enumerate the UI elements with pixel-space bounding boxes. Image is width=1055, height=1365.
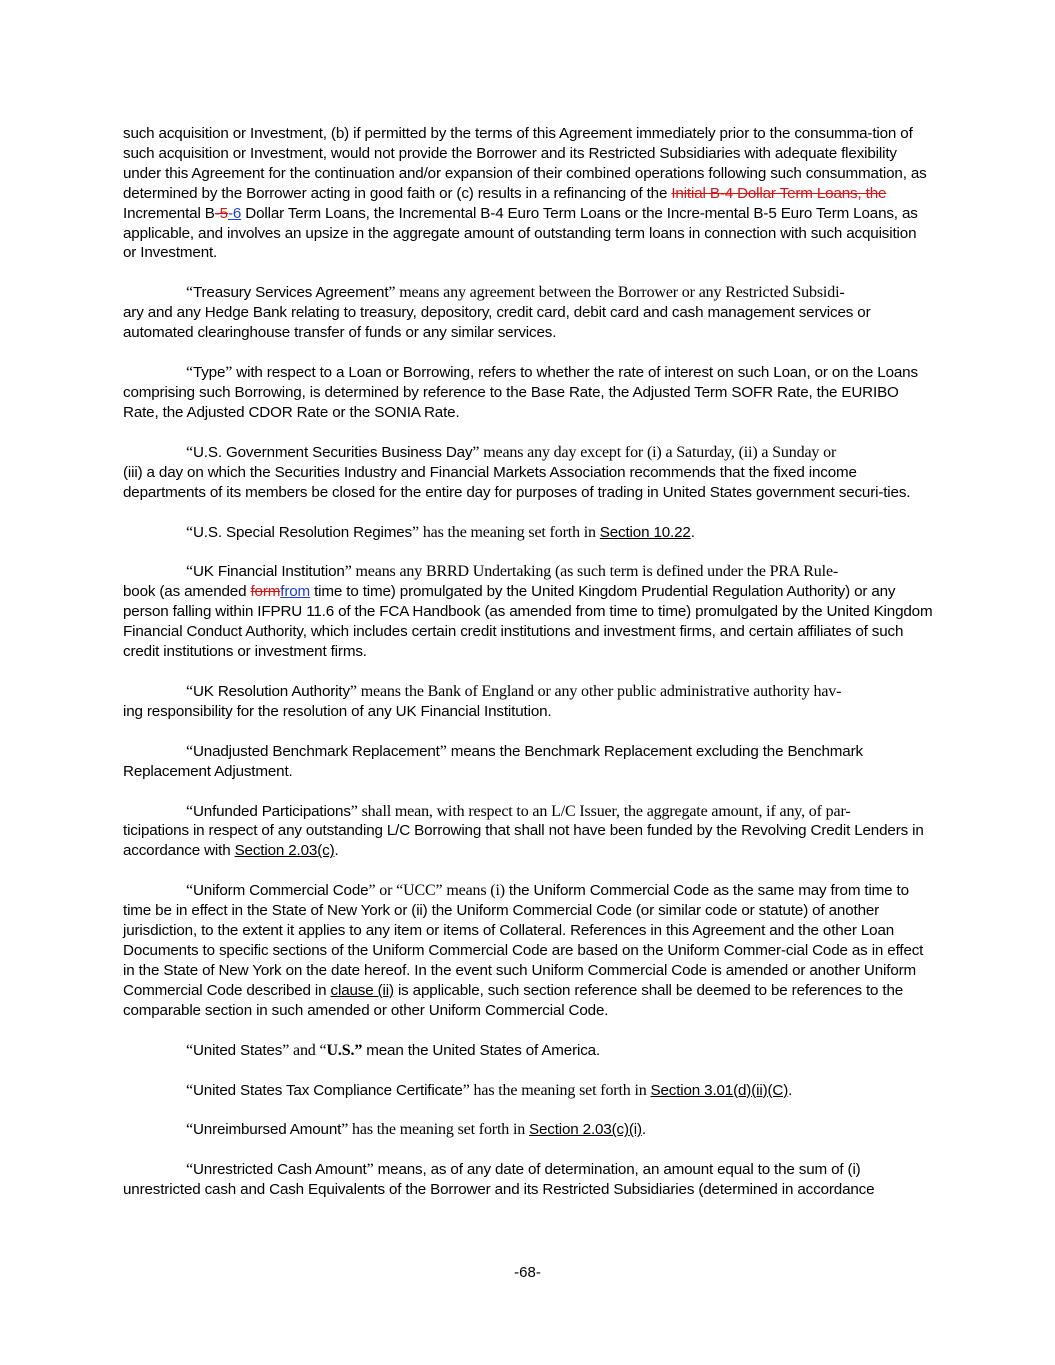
text: means any agreement between the Borrower or any Restricted Subsidi- <box>395 284 845 302</box>
defined-term: Unfunded Participations <box>192 802 351 820</box>
text: is applicable, such section reference shall be deemed to be references to the comparable section in such amended or other Uniform Commercial Code. <box>123 981 904 1019</box>
text: Dollar Term Loans, the Incremental B-4 Euro Term Loans or the Incre-mental B-5 Euro Term Loans, as applicable, and involves an upsize in the aggregate amount of outstanding term loans in connection with such acquisition or Investment. <box>123 204 918 262</box>
clause-reference: clause (ii) <box>330 981 394 999</box>
text: ticipations in respect of any outstanding L/C Borrowing that shall not have been funded by the Revolving Credit Lenders in accordance with <box>123 822 924 860</box>
definition-unfunded-participations: “Unfunded Participations” shall mean, with respect to an L/C Issuer, the aggregate amount, if any, of par- ticipations in respect of any outstanding L/C Borrowing that shall not have been funded by the Revolving Credit Lenders in accordance with Section 2.03(c). <box>123 802 924 860</box>
defined-term: UCC <box>403 882 436 900</box>
definition-us-special-resolution-regimes: “U.S. Special Resolution Regimes” has the meaning set forth in Section 10.22. <box>186 523 695 541</box>
defined-term: U.S. Special Resolution Regimes <box>192 523 413 541</box>
definition-uniform-commercial-code: “Uniform Commercial Code” or “UCC” means (i) the Uniform Commercial Code as the same may from time to time be in effect in the State of New York or (ii) the Uniform Commercial Code (or similar code or statute) of another jurisdiction, to the extent it applies to any item or items of Collateral. References in this Agreement and the other Loan Documents to specific sections of the Uniform Commercial Code are based on the Uniform Commer-cial Code as in effect in the State of New York on the date hereof. In the event such Uniform Commercial Code is amended or another Uniform Commercial Code described in clause (ii) is applicable, such section reference shall be deemed to be references to the comparable section in such amended or other Uniform Commercial Code. <box>123 882 924 1019</box>
text: means the Bank of England or any other public administrative authority hav- <box>356 682 842 700</box>
definition-unadjusted-benchmark-replacement: “Unadjusted Benchmark Replacement” means the Benchmark Replacement excluding the Benchmark Replacement Adjustment. <box>123 742 863 780</box>
definition-united-states: “United States” and “U.S.” mean the United States of America. <box>186 1041 601 1059</box>
text: means, as of any date of determination, an amount equal to the sum of (i) unrestricted cash and Cash Equivalents of the Borrower and its Restricted Subsidiaries (determined in accordance <box>123 1161 875 1199</box>
definition-unrestricted-cash-amount: “Unrestricted Cash Amount” means, as of any date of determination, an amount equal to the sum of (i) unrestricted cash and Cash Equivalents of the Borrower and its Restricted Subsidiaries (determined in accordance <box>123 1161 875 1199</box>
text: ing responsibility for the resolution of any UK Financial Institution. <box>123 702 552 720</box>
text: . <box>690 523 695 541</box>
section-reference: Section 2.03(c) <box>234 842 335 860</box>
text: means the Benchmark Replacement excluding the Benchmark Replacement Adjustment. <box>123 742 863 780</box>
inserted-text: from <box>280 583 311 601</box>
deleted-text: form <box>250 583 281 601</box>
text: Incremental B <box>123 204 215 222</box>
defined-term: Unrestricted Cash Amount <box>192 1161 367 1179</box>
text: . <box>334 842 339 860</box>
defined-term: United States Tax Compliance Certificate <box>192 1081 463 1099</box>
section-reference: Section 3.01(d)(ii)(C) <box>650 1081 789 1099</box>
defined-term: UK Financial Institution <box>192 563 345 581</box>
text: means (i) <box>442 882 509 900</box>
defined-term: Uniform Commercial Code <box>192 882 369 900</box>
text: has the meaning set forth in <box>348 1121 529 1139</box>
text: ary and any Hedge Bank relating to treasury, depository, credit card, debit card and cash management services or automated clearinghouse transfer of funds or any similar services. <box>123 304 871 342</box>
definition-type: “Type” with respect to a Loan or Borrowing, refers to whether the rate of interest on such Loan, or on the Loans comprising such Borrowing, is determined by reference to the Base Rate, the Adjusted Term SOFR Rate, the EURIBO Rate, the Adjusted CDOR Rate or the SONIA Rate. <box>123 364 918 421</box>
defined-term: U.S. Government Securities Business Day <box>192 443 473 461</box>
defined-term: UK Resolution Authority <box>192 682 350 700</box>
text: or <box>375 882 397 900</box>
text: . <box>641 1121 646 1139</box>
deleted-text: Initial B-4 Dollar Term Loans, the <box>671 184 887 202</box>
text: with respect to a Loan or Borrowing, refers to whether the rate of interest on such Loan, or on the Loans comprising such Borrowing, is determined by reference to the Base Rate, the Adjusted Term SOFR Rate, the EURIBO Rate, the Adjusted CDOR Rate or the SONIA Rate. <box>123 364 918 421</box>
text: book (as amended <box>123 583 251 601</box>
inserted-text: -6 <box>227 204 242 222</box>
definition-uk-financial-institution: “UK Financial Institution” means any BRRD Undertaking (as such term is defined under the PRA Rule- book (as amended formfrom time to time) promulgated by the United Kingdom Prudential Regulation Authority) or any person falling within IFPRU 11.6 of the FCA Handbook (as amended from time to time) promulgated by the United Kingdom Financial Conduct Authority, which includes certain credit institutions and investment firms, and certain affiliates of such credit institutions or investment firms. <box>123 563 933 661</box>
page-body <box>123 124 933 1220</box>
defined-term: Unreimbursed Amount <box>192 1121 342 1139</box>
text: . <box>788 1081 793 1099</box>
definition-united-states-tax-compliance-certificate: “United States Tax Compliance Certificate” has the meaning set forth in Section 3.01(d)(ii)(C). <box>186 1081 793 1099</box>
text: and <box>289 1041 320 1059</box>
deleted-text: -5 <box>214 204 228 222</box>
text: has the meaning set forth in <box>418 523 600 541</box>
definition-treasury-services-agreement: “Treasury Services Agreement” means any agreement between the Borrower or any Restricted Subsidi- ary and any Hedge Bank relating to treasury, depository, credit card, debit card and cash management services or automated clearinghouse transfer of funds or any similar services. <box>123 284 871 342</box>
defined-term: Treasury Services Agreement <box>192 284 389 302</box>
defined-term: Unadjusted Benchmark Replacement <box>192 742 440 760</box>
text: the Uniform Commercial Code as the same may from time to time be in effect in the State of New York or (ii) the Uniform Commercial Code (or similar code or statute) of another jurisdiction, to the extent it applies to any item or items of Collateral. References in this Agreement and the other Loan Documents to specific sections of the Uniform Commercial Code are based on the Uniform Commer-cial Code as in effect in the State of New York on the date hereof. In the event such Uniform Commercial Code is amended or another Uniform Commercial Code described in <box>123 882 924 999</box>
defined-term: United States <box>192 1041 283 1059</box>
text: shall mean, with respect to an L/C Issuer, the aggregate amount, if any, of par- <box>357 802 851 820</box>
text: means any day except for (i) a Saturday, (ii) a Sunday or <box>479 443 837 461</box>
defined-term: Type <box>192 364 226 382</box>
page-number: -68- <box>514 1264 541 1281</box>
defined-term: U.S. <box>326 1041 355 1059</box>
text: has the meaning set forth in <box>469 1081 651 1099</box>
paragraph-continuation <box>123 124 933 263</box>
definition-us-government-securities-business-day: “U.S. Government Securities Business Day” means any day except for (i) a Saturday, (ii) a Sunday or (iii) a day on which the Securities Industry and Financial Markets Association recommends that the fixed income departments of its members be closed for the entire day for purposes of trading in United States government securi-ties. <box>123 443 911 501</box>
section-reference: Section 2.03(c)(i) <box>528 1121 642 1139</box>
text: (iii) a day on which the Securities Industry and Financial Markets Association recommends that the fixed income departments of its members be closed for the entire day for purposes of trading in United States government securi-ties. <box>123 463 911 501</box>
text: mean the United States of America. <box>362 1041 601 1059</box>
definition-uk-resolution-authority: “UK Resolution Authority” means the Bank of England or any other public administrative authority hav- ing responsibility for the resolution of any UK Financial Institution. <box>123 682 842 720</box>
text: means any BRRD Undertaking (as such term is defined under the PRA Rule- <box>351 563 839 581</box>
section-reference: Section 10.22 <box>599 523 691 541</box>
text: time to time) promulgated by the United Kingdom Prudential Regulation Authority) or any person falling within IFPRU 11.6 of the FCA Handbook (as amended from time to time) promulgated by the United Kingdom Financial Conduct Authority, which includes certain credit institutions and investment firms, and certain affiliates of such credit institutions or investment firms. <box>123 583 933 661</box>
definition-unreimbursed-amount: “Unreimbursed Amount” has the meaning set forth in Section 2.03(c)(i). <box>186 1121 646 1139</box>
text: such acquisition or Investment, (b) if permitted by the terms of this Agreement immediately prior to the consumma-tion of such acquisition or Investment, would not provide the Borrower and its Restricted Subsidiaries with adequate flexibility under this Agreement for the continuation and/or expansion of their combined operations following such consummation, as determined by the Borrower acting in good faith or (c) results in a refinancing of the <box>123 125 927 202</box>
